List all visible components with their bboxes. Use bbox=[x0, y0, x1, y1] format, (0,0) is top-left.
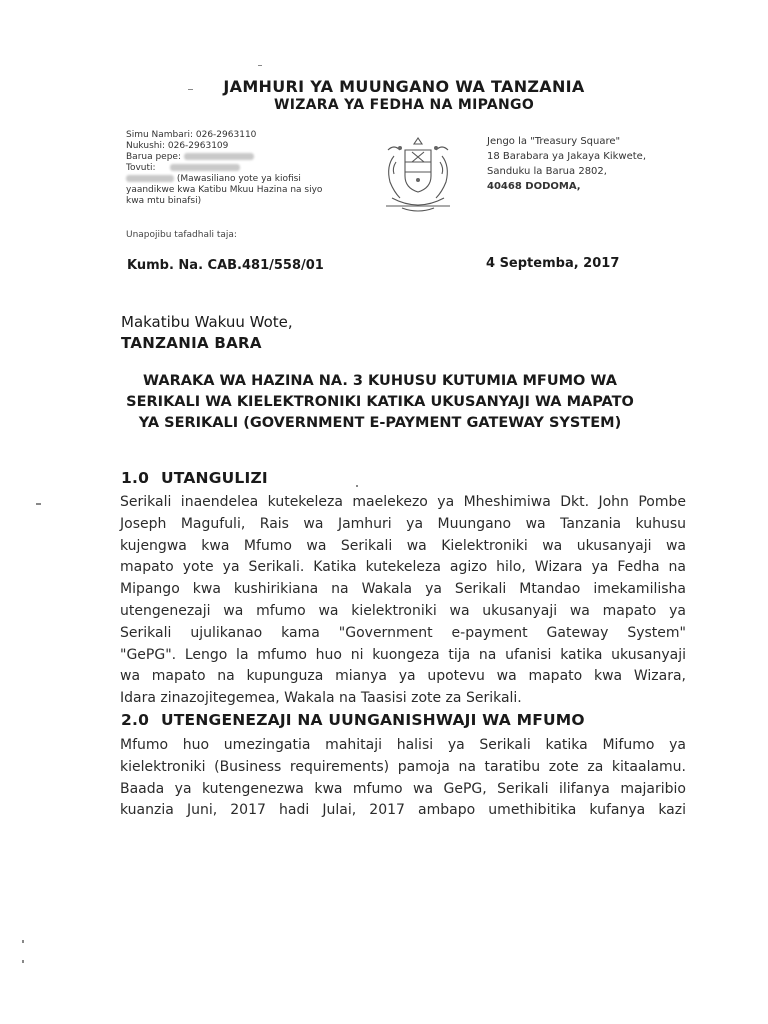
web-line bbox=[126, 163, 322, 174]
email-label: Barua pepe: bbox=[126, 152, 182, 162]
addressee-line-1: Makatibu Wakuu Wote, bbox=[121, 313, 293, 331]
scan-speck bbox=[188, 89, 193, 90]
subject-line-1: WARAKA WA HAZINA NA. 3 KUHUSU KUTUMIA MFUMO WA bbox=[143, 373, 617, 389]
address-line-3: Sanduku la Barua 2802, bbox=[487, 166, 607, 177]
reference-label: Unapojibu tafadhali taja: bbox=[126, 230, 237, 240]
address-block bbox=[487, 134, 646, 194]
note-line-3: kwa mtu binafsi) bbox=[126, 196, 202, 206]
paragraph-line: kujengwa kwa Mfumo wa Serikali wa Kielektroniki wa ukusanyaji wa bbox=[120, 537, 686, 554]
redacted-email bbox=[184, 153, 254, 160]
section-heading-1 bbox=[121, 469, 268, 487]
section-2-paragraph bbox=[120, 735, 686, 822]
subject-line-2: SERIKALI WA KIELEKTRONIKI KATIKA UKUSANYAJI WA MAPATO bbox=[126, 394, 634, 410]
paragraph-line: wa mapato na kupunguza mianya ya upotevu wa mapato kwa Wizara, bbox=[120, 668, 686, 685]
subject-line-3: YA SERIKALI (GOVERNMENT E-PAYMENT GATEWAY SYSTEM) bbox=[138, 415, 622, 431]
paragraph-line: Mfumo huo umezingatia mahitaji halisi ya Serikali katika Mifumo ya bbox=[120, 737, 686, 753]
scan-speck bbox=[22, 960, 24, 963]
subject-heading bbox=[100, 371, 660, 434]
address-line-4: 40468 DODOMA, bbox=[487, 181, 581, 192]
paragraph-line: "GePG". Lengo la mfumo huo ni kuongeza tija na ufanisi katika ukusanyaji bbox=[120, 646, 686, 663]
paragraph-line: Mipango kwa kushirikiana na Wakala ya Serikali Mtandao imekamilisha bbox=[120, 581, 686, 598]
paragraph-line: Joseph Magufuli, Rais wa Jamhuri ya Muungano wa Tanzania kuhusu bbox=[120, 515, 686, 532]
paragraph-line: Idara zinazojitegemea, Wakala na Taasisi zote za Serikali. bbox=[120, 690, 522, 707]
paragraph-line: kielektroniki (Business requirements) pamoja na taratibu zote za kitaalamu. bbox=[120, 758, 686, 775]
note-line-2: yaandikwe kwa Katibu Mkuu Hazina na siyo bbox=[126, 185, 323, 195]
phone-line: Simu Nambari: 026-2963110 bbox=[126, 130, 257, 140]
scan-speck bbox=[258, 65, 262, 66]
section-1-paragraph bbox=[120, 492, 686, 710]
section-number: 1.0 bbox=[121, 469, 150, 487]
paragraph-line: mapato yote ya Serikali. Katika kutekeleza agizo hilo, Wizara ya Fedha na bbox=[120, 559, 686, 576]
scan-speck bbox=[22, 940, 24, 943]
letter-date: 4 Septemba, 2017 bbox=[486, 256, 620, 271]
fax-line: Nukushi: 026-2963109 bbox=[126, 141, 229, 151]
email-line bbox=[126, 152, 322, 163]
section-title: UTENGENEZAJI NA UUNGANISHWAJI WA MFUMO bbox=[161, 711, 585, 729]
paragraph-line: kuanzia Juni, 2017 hadi Julai, 2017 ambapo umethibitika kufanya kazi bbox=[120, 802, 686, 819]
ministry-heading: WIZARA YA FEDHA NA MIPANGO bbox=[273, 97, 535, 113]
note-line-1 bbox=[126, 174, 322, 185]
redacted-note bbox=[126, 175, 174, 182]
paragraph-line: Serikali ujulikanao kama "Government e-payment Gateway System" bbox=[120, 624, 686, 641]
section-number: 2.0 bbox=[121, 711, 150, 729]
section-title: UTANGULIZI bbox=[161, 469, 268, 487]
address-line-2: 18 Barabara ya Jakaya Kikwete, bbox=[487, 151, 647, 162]
paragraph-line: Baada ya kutengenezwa kwa mfumo wa GePG, Serikali ilifanya majaribio bbox=[120, 780, 686, 797]
redacted-web bbox=[170, 164, 240, 171]
paragraph-line: Serikali inaendelea kutekeleza maelekezo ya Mheshimiwa Dkt. John Pombe bbox=[120, 494, 686, 510]
web-label: Tovuti: bbox=[126, 163, 156, 173]
contact-block bbox=[126, 130, 322, 207]
reference-number: Kumb. Na. CAB.481/558/01 bbox=[127, 258, 324, 273]
address-line-1: Jengo la "Treasury Square" bbox=[487, 136, 621, 147]
note-text-1: (Mawasiliano yote ya kiofisi bbox=[176, 174, 301, 184]
section-heading-2 bbox=[121, 711, 585, 729]
paragraph-line: utengenezaji wa mfumo wa kielektroniki wa ukusanyaji wa mapato ya bbox=[120, 602, 686, 619]
scan-speck bbox=[356, 485, 358, 487]
coat-of-arms-emblem bbox=[372, 132, 464, 218]
addressee-line-2: TANZANIA BARA bbox=[121, 334, 262, 352]
country-heading: JAMHURI YA MUUNGANO WA TANZANIA bbox=[223, 77, 585, 96]
scan-speck bbox=[36, 503, 41, 505]
